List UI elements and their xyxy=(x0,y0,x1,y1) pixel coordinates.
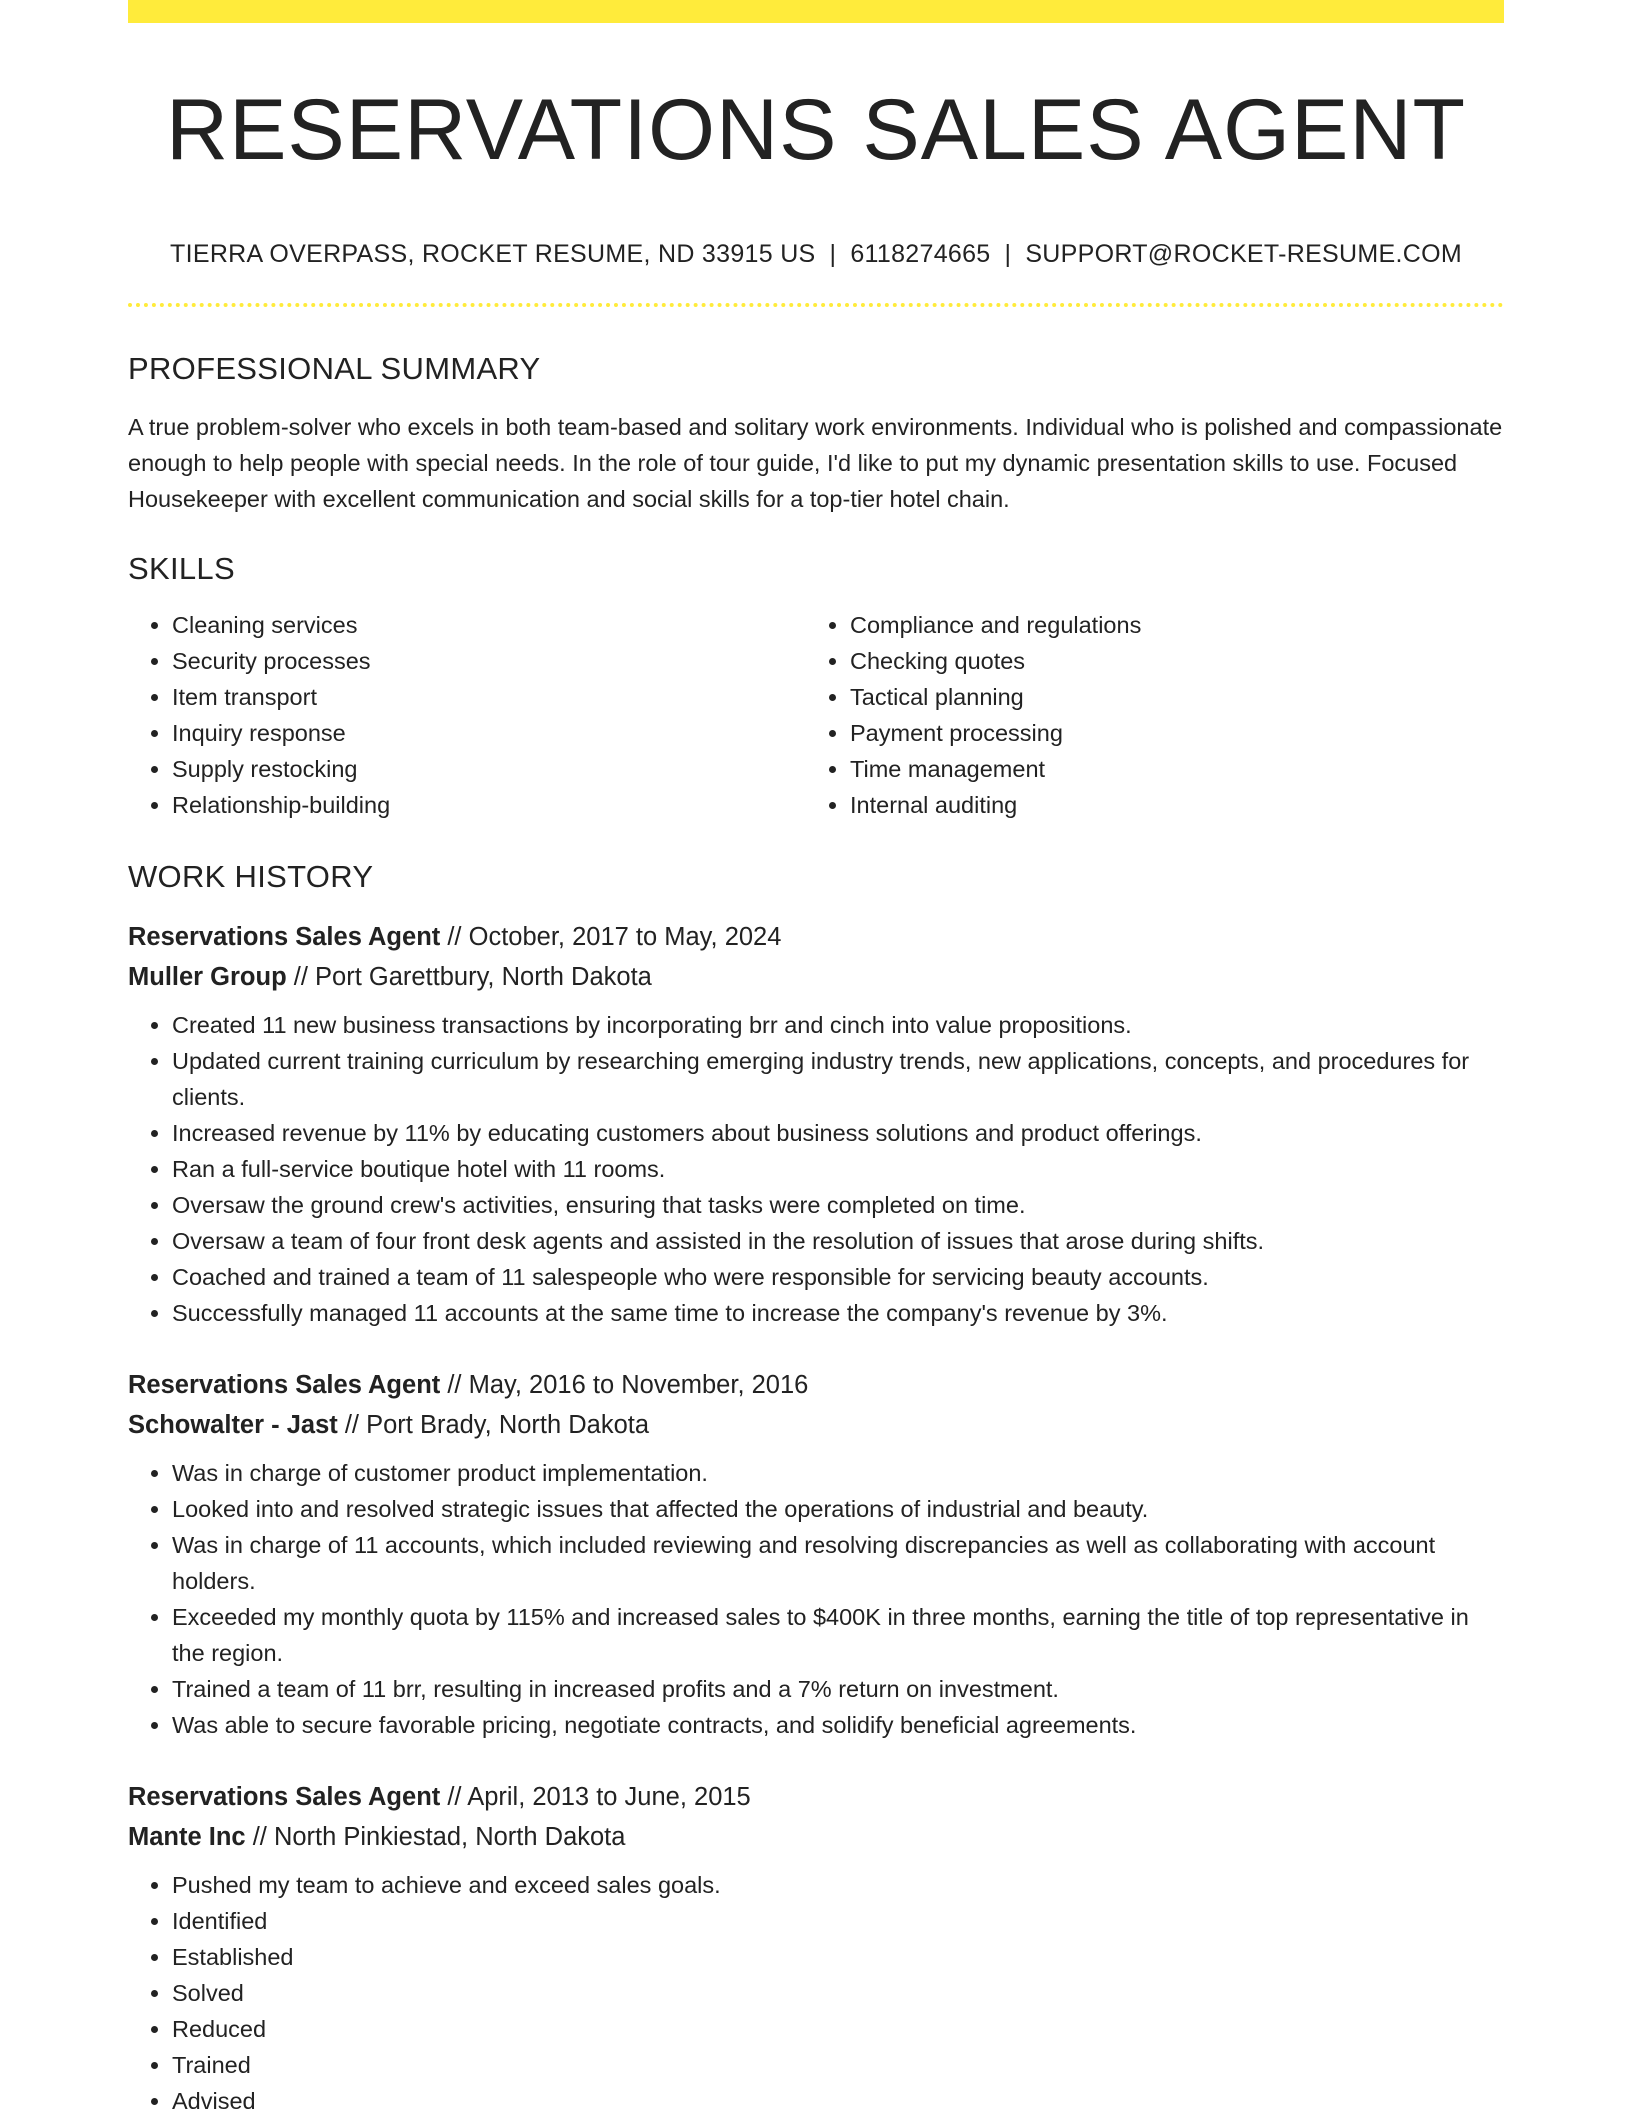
skill-item: • Cleaning services xyxy=(172,607,806,643)
contact-phone: 6118274665 xyxy=(850,239,991,268)
job-bullets xyxy=(128,1007,1504,1331)
job-company: Muller Group xyxy=(128,962,287,991)
job-bullet: • Created 11 new business transactions by incorporating brr and cinch into value propositions. xyxy=(172,1007,1504,1043)
skill-item: • Internal auditing xyxy=(850,787,1484,823)
job-title-line xyxy=(128,1365,1504,1405)
job-company-line xyxy=(128,957,1504,997)
job-bullet: • Updated current training curriculum by researching emerging industry trends, new applications, concepts, and procedures for clients. xyxy=(172,1043,1504,1115)
skills-list xyxy=(128,607,1504,823)
job-location: // Port Garettbury, North Dakota xyxy=(286,962,652,991)
job-bullet: • Trained xyxy=(172,2047,1504,2083)
skill-item: • Time management xyxy=(850,751,1484,787)
job-bullet: • Was in charge of 11 accounts, which included reviewing and resolving discrepancies as well as collaborating with account holders. xyxy=(172,1527,1504,1599)
job-bullet: • Advised xyxy=(172,2083,1504,2119)
contact-email: SUPPORT@ROCKET-RESUME.COM xyxy=(1025,239,1462,268)
job-entry xyxy=(128,1365,1504,1743)
job-entry xyxy=(128,1777,1504,2119)
job-bullet: • Was able to secure favorable pricing, negotiate contracts, and solidify beneficial agreements. xyxy=(172,1707,1504,1743)
skill-item: • Compliance and regulations xyxy=(850,607,1484,643)
skill-item: • Inquiry response xyxy=(172,715,806,751)
header-divider xyxy=(128,303,1504,307)
skills-heading: SKILLS xyxy=(128,550,235,586)
job-bullets xyxy=(128,1455,1504,1743)
skill-item: • Relationship-building xyxy=(172,787,806,823)
job-bullet: • Looked into and resolved strategic issues that affected the operations of industrial and beauty. xyxy=(172,1491,1504,1527)
job-bullet: • Oversaw the ground crew's activities, ensuring that tasks were completed on time. xyxy=(172,1187,1504,1223)
job-bullet: • Exceeded my monthly quota by 115% and increased sales to $400K in three months, earning the title of top representative in the region. xyxy=(172,1599,1504,1671)
job-company: Mante Inc xyxy=(128,1822,246,1851)
work-history-heading: WORK HISTORY xyxy=(128,858,374,894)
job-company-line xyxy=(128,1405,1504,1445)
job-location: // Port Brady, North Dakota xyxy=(337,1410,650,1439)
summary-heading: PROFESSIONAL SUMMARY xyxy=(128,350,541,386)
contact-line xyxy=(128,240,1504,269)
job-bullet: • Solved xyxy=(172,1975,1504,2011)
contact-address: TIERRA OVERPASS, ROCKET RESUME, ND 33915 US xyxy=(170,239,816,268)
job-bullet: • Trained a team of 11 brr, resulting in increased profits and a 7% return on investment. xyxy=(172,1671,1504,1707)
job-bullet: • Oversaw a team of four front desk agents and assisted in the resolution of issues that arose during shifts. xyxy=(172,1223,1504,1259)
job-bullets xyxy=(128,1867,1504,2119)
contact-separator: | xyxy=(1004,239,1012,268)
job-entry xyxy=(128,917,1504,1331)
skill-item: • Checking quotes xyxy=(850,643,1484,679)
skill-item: • Item transport xyxy=(172,679,806,715)
job-location: // North Pinkiestad, North Dakota xyxy=(245,1822,626,1851)
job-dates: // April, 2013 to June, 2015 xyxy=(440,1782,751,1811)
job-dates: // May, 2016 to November, 2016 xyxy=(440,1370,809,1399)
skill-item: • Tactical planning xyxy=(850,679,1484,715)
job-company-line xyxy=(128,1817,1504,1857)
skills-column-left xyxy=(128,607,806,823)
job-title: Reservations Sales Agent xyxy=(128,922,441,951)
job-title-line xyxy=(128,1777,1504,1817)
job-bullet: • Coached and trained a team of 11 salespeople who were responsible for servicing beauty accounts. xyxy=(172,1259,1504,1295)
page-title: RESERVATIONS SALES AGENT xyxy=(165,82,1467,178)
job-bullet: • Successfully managed 11 accounts at the same time to increase the company's revenue by 3%. xyxy=(172,1295,1504,1331)
job-bullet: • Pushed my team to achieve and exceed sales goals. xyxy=(172,1867,1504,1903)
resume-page xyxy=(128,0,1504,2119)
job-bullet: • Was in charge of customer product implementation. xyxy=(172,1455,1504,1491)
contact-separator: | xyxy=(829,239,837,268)
job-title: Reservations Sales Agent xyxy=(128,1782,441,1811)
job-bullet: • Reduced xyxy=(172,2011,1504,2047)
skill-item: • Supply restocking xyxy=(172,751,806,787)
job-bullet: • Identified xyxy=(172,1903,1504,1939)
job-company: Schowalter - Jast xyxy=(128,1410,338,1439)
skill-item: • Security processes xyxy=(172,643,806,679)
skill-item: • Payment processing xyxy=(850,715,1484,751)
top-accent-bar xyxy=(128,0,1504,23)
job-bullet: • Ran a full-service boutique hotel with 11 rooms. xyxy=(172,1151,1504,1187)
job-title: Reservations Sales Agent xyxy=(128,1370,441,1399)
summary-text: A true problem-solver who excels in both team-based and solitary work environments. Individual who is polished and compassionate enough to help people with special needs. In the role of tour guide, I'd like to put my dynamic presentation skills to use. Focused Housekeeper with excellent communication and social skills for a top-tier hotel chain. xyxy=(128,413,1503,512)
job-title-line xyxy=(128,917,1504,957)
job-dates: // October, 2017 to May, 2024 xyxy=(440,922,782,951)
job-bullet: • Established xyxy=(172,1939,1504,1975)
skills-column-right xyxy=(806,607,1484,823)
job-bullet: • Increased revenue by 11% by educating customers about business solutions and product offerings. xyxy=(172,1115,1504,1151)
